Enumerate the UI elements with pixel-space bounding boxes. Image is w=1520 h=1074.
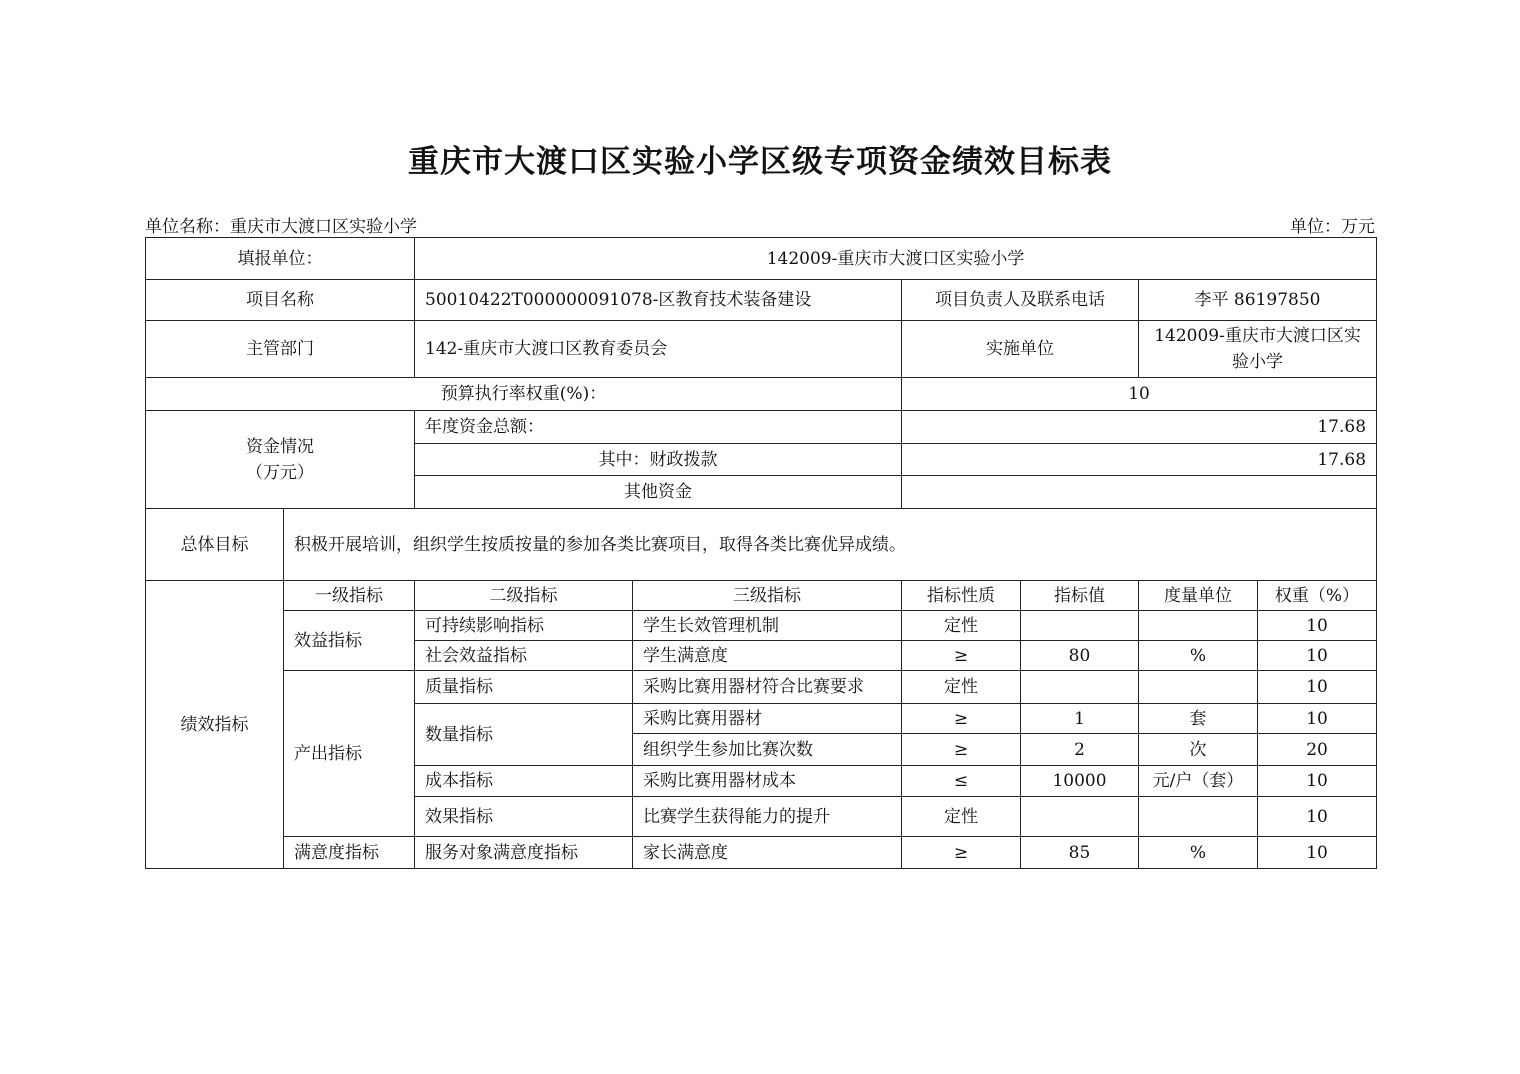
value-cell: 1 [1021,704,1139,734]
nature-cell: ≥ [902,704,1021,734]
unit-cell [1139,797,1258,837]
funds-fiscal-label: 其中：财政拨款 [415,444,902,476]
goal-row [146,509,1377,581]
table-row [146,611,1377,641]
funds-total-label: 年度资金总额： [415,411,902,444]
table-row [146,671,1377,704]
level3-cell: 组织学生参加比赛次数 [633,734,902,766]
column-header: 权重（%） [1258,581,1377,611]
value-cell [1021,611,1139,641]
dept-row [146,321,1377,378]
level2-cell: 服务对象满意度指标 [415,837,633,869]
nature-cell: 定性 [902,611,1021,641]
goal-label: 总体目标 [146,509,284,581]
weight-cell: 20 [1258,734,1377,766]
nature-cell: ≥ [902,837,1021,869]
budget-rate-row [146,378,1377,411]
currency-unit: 单位：万元 [1290,217,1375,237]
nature-cell: ≤ [902,766,1021,797]
unit-name: 单位名称：重庆市大渡口区实验小学 [145,217,417,237]
project-name-value: 50010422T000000091078-区教育技术装备建设 [415,280,902,321]
column-header: 三级指标 [633,581,902,611]
funds-label-line1: 资金情况 [246,436,314,457]
goal-text: 积极开展培训，组织学生按质按量的参加各类比赛项目，取得各类比赛优异成绩。 [284,509,1377,581]
weight-cell: 10 [1258,766,1377,797]
unit-cell: 次 [1139,734,1258,766]
budget-rate-label: 预算执行率权重(%)： [146,378,902,411]
column-header: 度量单位 [1139,581,1258,611]
weight-cell: 10 [1258,671,1377,704]
column-header: 一级指标 [284,581,415,611]
impl-value: 142009-重庆市大渡口区实验小学 [1139,321,1377,378]
project-name-label: 项目名称 [146,280,415,321]
weight-cell: 10 [1258,797,1377,837]
unit-cell: 套 [1139,704,1258,734]
nature-cell: 定性 [902,671,1021,704]
funds-other-value [902,476,1377,509]
level3-cell: 采购比赛用器材符合比赛要求 [633,671,902,704]
fill-unit-value: 142009-重庆市大渡口区实验小学 [415,238,1377,280]
dept-label: 主管部门 [146,321,415,378]
unit-cell: % [1139,641,1258,671]
level3-cell: 采购比赛用器材 [633,704,902,734]
impl-label: 实施单位 [902,321,1139,378]
unit-cell: 元/户（套） [1139,766,1258,797]
level3-cell: 学生长效管理机制 [633,611,902,641]
page-title: 重庆市大渡口区实验小学区级专项资金绩效目标表 [408,144,1112,180]
fill-unit-row [146,238,1377,280]
value-cell: 85 [1021,837,1139,869]
unit-cell [1139,671,1258,704]
funds-fiscal-value: 17.68 [902,444,1377,476]
column-header: 二级指标 [415,581,633,611]
budget-rate-value: 10 [902,378,1377,411]
level1-cell: 产出指标 [284,671,415,837]
level2-cell: 质量指标 [415,671,633,704]
dept-value: 142-重庆市大渡口区教育委员会 [415,321,902,378]
contact-label: 项目负责人及联系电话 [902,280,1139,321]
funds-label [146,411,415,509]
level1-cell: 满意度指标 [284,837,415,869]
weight-cell: 10 [1258,611,1377,641]
weight-cell: 10 [1258,837,1377,869]
value-cell: 80 [1021,641,1139,671]
unit-cell [1139,611,1258,641]
value-cell: 2 [1021,734,1139,766]
level3-cell: 采购比赛用器材成本 [633,766,902,797]
level2-cell: 成本指标 [415,766,633,797]
fill-unit-label: 填报单位： [146,238,415,280]
funds-label-line2: （万元） [246,462,314,483]
funds-total-row [146,411,1377,444]
nature-cell: ≥ [902,734,1021,766]
level2-cell: 可持续影响指标 [415,611,633,641]
column-header: 指标性质 [902,581,1021,611]
level2-cell: 效果指标 [415,797,633,837]
level3-cell: 比赛学生获得能力的提升 [633,797,902,837]
nature-cell: ≥ [902,641,1021,671]
value-cell: 10000 [1021,766,1139,797]
project-row [146,280,1377,321]
column-header: 指标值 [1021,581,1139,611]
level2-cell: 社会效益指标 [415,641,633,671]
level3-cell: 学生满意度 [633,641,902,671]
nature-cell: 定性 [902,797,1021,837]
level3-cell: 家长满意度 [633,837,902,869]
value-cell [1021,797,1139,837]
indicator-header-row [146,581,1377,611]
performance-label: 绩效指标 [146,581,284,869]
funds-other-label: 其他资金 [415,476,902,509]
value-cell [1021,671,1139,704]
contact-value: 李平 86197850 [1139,280,1377,321]
table-row [146,837,1377,869]
level1-cell: 效益指标 [284,611,415,671]
weight-cell: 10 [1258,704,1377,734]
level2-cell: 数量指标 [415,704,633,766]
unit-cell: % [1139,837,1258,869]
funds-total-value: 17.68 [902,411,1377,444]
performance-table [145,237,1377,869]
weight-cell: 10 [1258,641,1377,671]
